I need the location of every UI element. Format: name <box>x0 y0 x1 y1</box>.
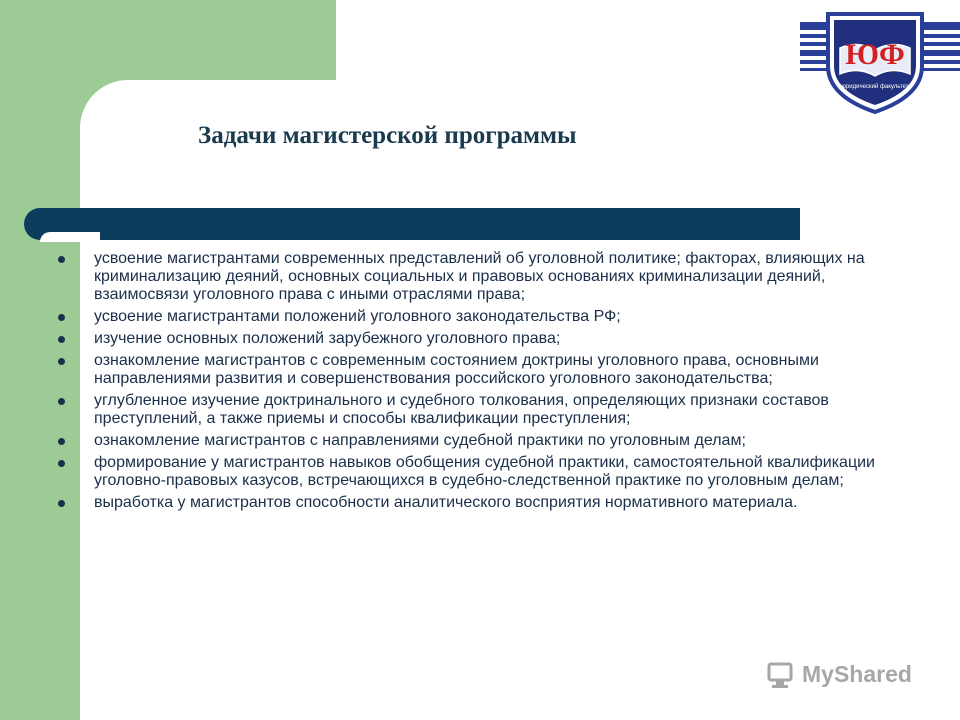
bullet-icon <box>58 460 65 467</box>
faculty-logo-icon <box>800 8 960 118</box>
list-item-text: изучение основных положений зарубежного уголовного права; <box>94 330 561 347</box>
list-item-text: формирование у магистрантов навыков обобщения судебной практики, самостоятельной квалификации уголовно-правовых казусов, встречающихся в судебно-следственной практике по уголовным делам; <box>94 454 875 489</box>
list-item <box>56 308 906 326</box>
logo-caption: юридический факультет <box>841 84 909 90</box>
list-item <box>56 454 906 490</box>
list-item <box>56 352 906 388</box>
bullet-icon <box>58 256 65 263</box>
slide-title: Задачи магистерской программы <box>198 122 577 149</box>
bullet-icon <box>58 314 65 321</box>
list-item-text: углубленное изучение доктринального и судебного толкования, определяющих признаки составов преступлений, а также приемы и способы квалификации преступления; <box>94 392 829 427</box>
myshared-watermark[interactable] <box>766 656 936 692</box>
bullet-icon <box>58 398 65 405</box>
bullet-icon <box>58 500 65 507</box>
list-item-text: выработка у магистрантов способности аналитического восприятия нормативного материала. <box>94 494 798 511</box>
list-item-text: усвоение магистрантами положений уголовного законодательства РФ; <box>94 308 621 325</box>
list-item <box>56 432 906 450</box>
bullet-icon <box>58 358 65 365</box>
rounded-corner-decoration <box>80 80 160 160</box>
faculty-logo <box>800 8 960 118</box>
list-item <box>56 494 906 512</box>
myshared-text: MyShared <box>802 660 912 687</box>
list-item <box>56 392 906 428</box>
list-item-text: ознакомление магистрантов с современным состоянием доктрины уголовного права, основными направлениями развития и совершенствования российского уголовного законодательства; <box>94 352 819 387</box>
bullet-icon <box>58 438 65 445</box>
logo-letters: ЮФ <box>845 38 905 71</box>
list-item <box>56 330 906 348</box>
divider-bar-notch <box>40 232 100 242</box>
tasks-list <box>56 250 906 516</box>
title-divider-bar <box>24 208 800 240</box>
list-item-text: ознакомление магистрантов с направлениями судебной практики по уголовным делам; <box>94 432 746 449</box>
list-item <box>56 250 906 304</box>
list-item-text: усвоение магистрантами современных представлений об уголовной политике; факторах, влияющих на криминализацию деяний, основных социальных и правовых основаниях криминализации деяний, взаимосвязи уголовного права с иными отраслями права; <box>94 250 865 303</box>
bullet-icon <box>58 336 65 343</box>
myshared-logo-icon <box>766 659 796 689</box>
top-green-band <box>0 0 336 80</box>
